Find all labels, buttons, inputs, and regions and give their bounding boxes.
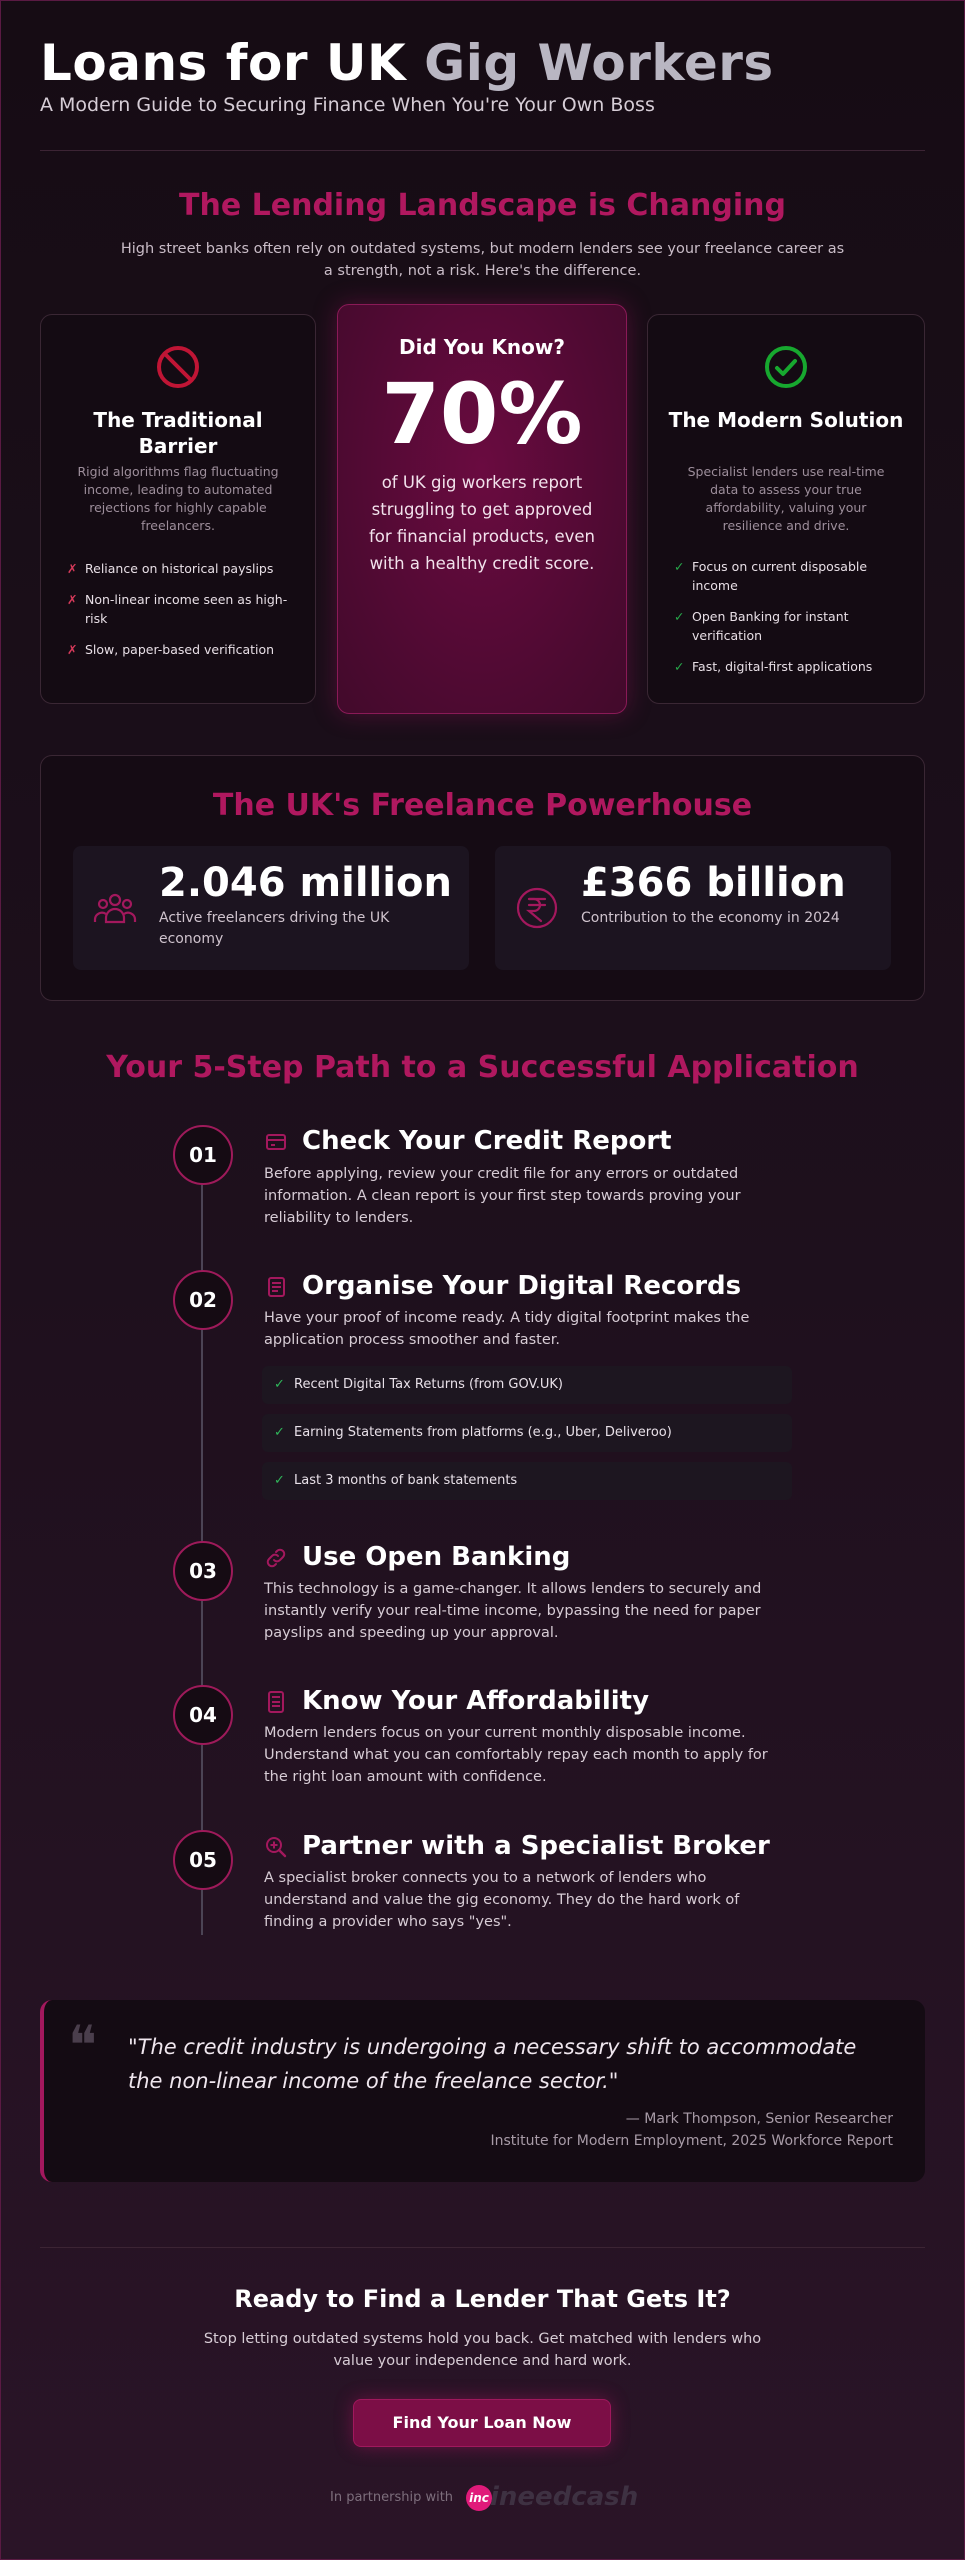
stat-value: 2.046 million xyxy=(159,860,452,906)
checklist-item: ✓ Earning Statements from platforms (e.g., Uber, Deliveroo) xyxy=(262,1414,792,1452)
check-icon: ✓ xyxy=(674,559,685,574)
step-body: Modern lenders focus on your current monthly disposable income. Understand what you can comfortably repay each month to apply for the right loan amount with confidence. xyxy=(264,1725,768,1785)
search-icon xyxy=(264,1835,288,1859)
cta-title: Ready to Find a Lender That Gets It? xyxy=(234,2285,731,2313)
steps-title: Your 5-Step Path to a Successful Application xyxy=(106,1050,859,1085)
page-title-part2: Gig Workers xyxy=(424,34,774,92)
partner-logo-badge[interactable]: inc xyxy=(466,2485,492,2511)
traditional-title: The Traditional Barrier xyxy=(93,408,263,458)
stat-label: Contribution to the economy in 2024 xyxy=(581,910,840,926)
checklist-item: ✓ Recent Digital Tax Returns (from GOV.UK) xyxy=(262,1366,792,1404)
traditional-desc: Rigid algorithms flag fluctuating income, leading to automated rejections for highly capable freelancers. xyxy=(77,464,279,533)
step-number: 03 xyxy=(173,1541,233,1601)
step-title: Partner with a Specialist Broker xyxy=(302,1831,770,1861)
step-number: 01 xyxy=(173,1125,233,1185)
step-number: 04 xyxy=(173,1685,233,1745)
quote-mark-icon: ❝ xyxy=(68,2014,98,2077)
check-icon: ✓ xyxy=(274,1425,285,1440)
step-number: 02 xyxy=(173,1270,233,1330)
step-number: 05 xyxy=(173,1830,233,1890)
check-icon: ✓ xyxy=(274,1473,285,1488)
step-body: This technology is a game-changer. It allows lenders to securely and instantly verify your real-time income, bypassing the need for paper payslips and speeding up your approval. xyxy=(264,1581,762,1641)
modern-card xyxy=(647,314,925,704)
list-item: ✗ Slow, paper-based verification xyxy=(67,642,275,657)
powerhouse-title: The UK's Freelance Powerhouse xyxy=(212,788,753,823)
testimonial-quote xyxy=(40,2000,925,2182)
traditional-card xyxy=(40,314,316,704)
step-title: Organise Your Digital Records xyxy=(302,1271,742,1301)
landscape-title: The Lending Landscape is Changing xyxy=(179,188,786,223)
check-circle-icon xyxy=(762,343,810,391)
step-body: Have your proof of income ready. A tidy digital footprint makes the application process smoother and faster. xyxy=(264,1310,750,1348)
credit-card-icon xyxy=(264,1130,288,1154)
modern-desc: Specialist lenders use real-time data to assess your true affordability, valuing your resilience and drive. xyxy=(687,464,885,533)
list-item: ✗ Reliance on historical payslips xyxy=(67,561,274,576)
list-item: ✗ Non-linear income seen as high-risk xyxy=(67,592,288,626)
page-title-part1: Loans for UK xyxy=(40,34,407,92)
did-you-know-kicker: Did You Know? xyxy=(399,335,565,359)
step-title: Know Your Affordability xyxy=(302,1686,650,1716)
calculator-icon xyxy=(264,1690,288,1714)
page-subtitle: A Modern Guide to Securing Finance When You're Your Own Boss xyxy=(40,94,655,116)
check-icon: ✓ xyxy=(674,659,685,674)
powerhouse-panel xyxy=(40,755,925,1001)
quote-attribution xyxy=(490,2108,893,2152)
quote-text: "The credit industry is undergoing a necessary shift to accommodate the non-linear income of the freelance sector." xyxy=(128,2035,857,2093)
document-icon xyxy=(264,1275,288,1299)
cross-icon: ✗ xyxy=(67,642,78,657)
step-title: Check Your Credit Report xyxy=(302,1126,672,1156)
list-item: ✓ Fast, digital-first applications xyxy=(674,659,873,674)
list-item: ✓ Open Banking for instant verification xyxy=(674,609,849,643)
people-icon xyxy=(93,886,137,930)
divider xyxy=(40,150,925,151)
landscape-intro: High street banks often rely on outdated systems, but modern lenders see your freelance career as a strength, not a risk. Here's the difference. xyxy=(120,241,845,279)
modern-list xyxy=(674,557,906,688)
quote-author: — Mark Thompson, Senior Researcher xyxy=(625,2111,893,2127)
stat-card xyxy=(495,846,891,970)
quote-source: Institute for Modern Employment, 2025 Workforce Report xyxy=(490,2133,893,2149)
find-loan-button[interactable]: Find Your Loan Now xyxy=(353,2399,611,2447)
divider xyxy=(40,2247,925,2248)
step-title: Use Open Banking xyxy=(302,1542,571,1572)
step-body: A specialist broker connects you to a network of lenders who understand and value the gig economy. They do the hard work of finding a provider who says "yes". xyxy=(264,1870,740,1930)
modern-title: The Modern Solution xyxy=(668,408,904,432)
prohibited-icon xyxy=(154,343,202,391)
currency-icon xyxy=(515,886,559,930)
check-icon: ✓ xyxy=(274,1377,285,1392)
partner-text: In partnership with xyxy=(330,2490,454,2505)
feature-text: of UK gig workers report struggling to get approved for financial products, even with a healthy credit score. xyxy=(368,473,596,573)
step-body: Before applying, review your credit file for any errors or outdated information. A clean report is your first step towards proving your reliability to lenders. xyxy=(264,1166,741,1226)
traditional-list xyxy=(67,559,297,671)
page-title xyxy=(40,34,774,92)
stat-value: £366 billion xyxy=(581,860,846,906)
link-icon xyxy=(264,1546,288,1570)
cross-icon: ✗ xyxy=(67,592,78,607)
cross-icon: ✗ xyxy=(67,561,78,576)
checklist-item: ✓ Last 3 months of bank statements xyxy=(262,1462,792,1500)
feature-stat: 70% xyxy=(381,365,583,463)
list-item: ✓ Focus on current disposable income xyxy=(674,559,868,593)
cta-subtitle: Stop letting outdated systems hold you back. Get matched with lenders who value your independence and hard work. xyxy=(203,2331,762,2369)
stat-label: Active freelancers driving the UK economy xyxy=(159,910,390,947)
stat-card xyxy=(73,846,469,970)
check-icon: ✓ xyxy=(674,609,685,624)
did-you-know-card xyxy=(337,304,627,714)
partner-logo[interactable]: ineedcash xyxy=(490,2482,639,2512)
